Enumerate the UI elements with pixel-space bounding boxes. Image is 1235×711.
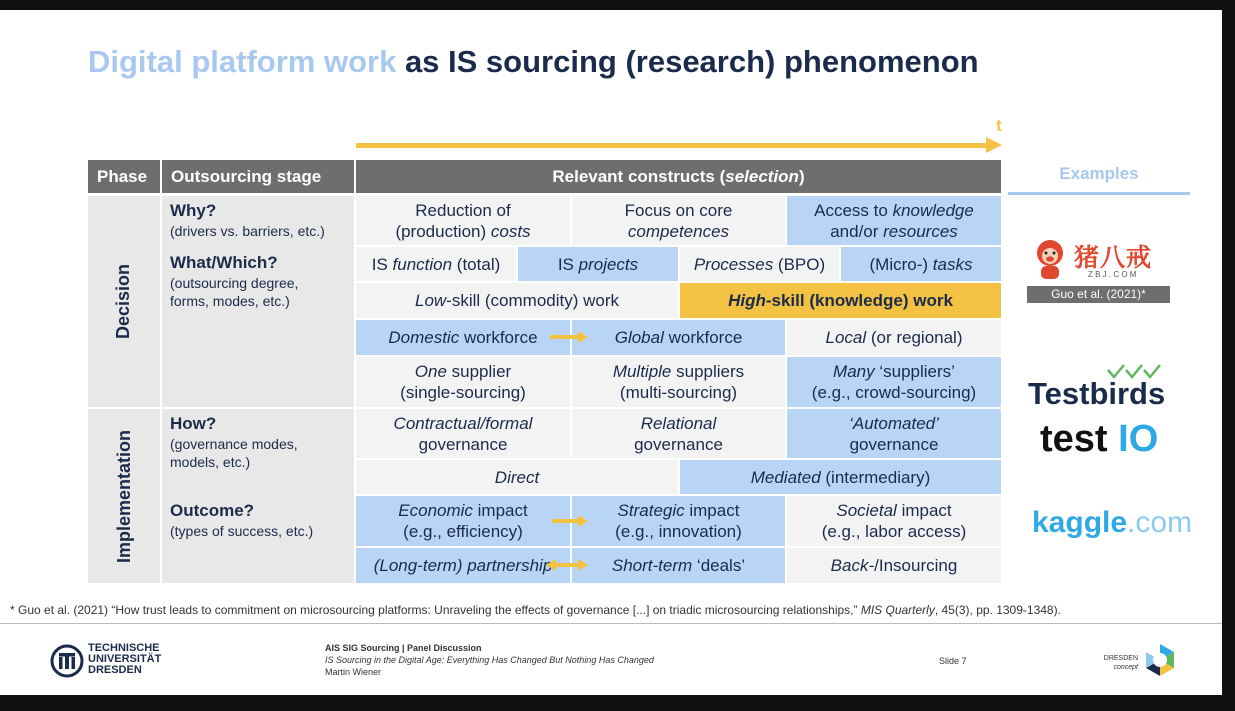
cell-many-suppliers: Many ‘suppliers’ (e.g., crowd-sourcing)	[787, 357, 1001, 407]
phase-implementation: Implementation	[88, 409, 160, 583]
stage-what: What/Which? (outsourcing degree, forms, modes, etc.)	[170, 253, 299, 309]
cell-domestic: Domestic workforce	[356, 320, 570, 355]
time-arrow-head	[986, 137, 1002, 153]
testbirds-logo: Testbirds	[1028, 376, 1166, 411]
cell-multiple-suppliers: Multiple suppliers (multi-sourcing)	[572, 357, 785, 407]
arrow-right-icon	[578, 559, 588, 571]
cell-strategic: Strategic impact (e.g., innovation)	[572, 496, 785, 546]
cell-short-term: Short-term ‘deals’	[572, 548, 785, 583]
time-arrow-line	[356, 143, 988, 148]
arrow-bidirectional	[556, 563, 578, 567]
cell-relational: Relational governance	[572, 409, 785, 458]
cell-high-skill: High-skill (knowledge) work	[680, 283, 1001, 318]
arrow-left-icon	[546, 559, 556, 571]
cell-competences: Focus on core competences	[572, 196, 785, 245]
stage-why: Why? (drivers vs. barriers, etc.)	[170, 201, 325, 239]
cell-knowledge: Access to knowledge and/or resources	[787, 196, 1001, 245]
slide-number: Slide 7	[939, 656, 967, 666]
cell-is-function: IS function (total)	[356, 247, 516, 281]
cell-local: Local (or regional)	[787, 320, 1001, 355]
header-stage: Outsourcing stage	[162, 160, 354, 193]
cell-is-projects: IS projects	[518, 247, 678, 281]
arrow-domestic-global	[550, 335, 578, 339]
header-phase: Phase	[88, 160, 160, 193]
footnote: * Guo et al. (2021) “How trust leads to commitment on microsourcing platforms: Unraveling the effects of governance [...] on triadic microsourcing relationships,” MIS Quarterly, 45(3), pp. 1309-1348).	[10, 603, 1061, 617]
slide-title: Digital platform work as IS sourcing (research) phenomenon	[88, 44, 979, 79]
cell-contractual: Contractual/formal governance	[356, 409, 570, 458]
cell-economic: Economic impact (e.g., efficiency)	[356, 496, 570, 546]
arrow-head-icon	[578, 331, 588, 343]
cell-societal: Societal impact (e.g., labor access)	[787, 496, 1001, 546]
cell-processes: Processes (BPO)	[680, 247, 839, 281]
footer-event-info: AIS SIG Sourcing | Panel Discussion IS Sourcing in the Digital Age: Everything Has Changed But Nothing Has Changed Martin Wiener	[325, 643, 654, 677]
cell-back-insourcing: Back-/Insourcing	[787, 548, 1001, 583]
arrow-economic-strategic	[552, 519, 578, 523]
cell-partnership: (Long-term) partnership	[356, 548, 570, 583]
stage-how: How? (governance modes, models, etc.)	[170, 414, 298, 470]
phase-decision: Decision	[88, 196, 160, 407]
slide	[0, 10, 1222, 695]
time-label: t	[996, 116, 1002, 135]
dresden-concept-logo-icon	[1142, 642, 1178, 678]
kaggle-logo: kaggle.com	[1032, 506, 1193, 539]
zbj-logo: 猪八戒 Z B J . C O M	[1030, 236, 1170, 284]
header-constructs: Relevant constructs ( selection )	[356, 160, 1001, 193]
cell-global: Global workforce	[572, 320, 785, 355]
cell-mediated: Mediated (intermediary)	[680, 460, 1001, 494]
cell-costs: Reduction of (production) costs	[356, 196, 570, 245]
dresden-concept-wordmark: DRESDEN concept	[1103, 655, 1138, 671]
cell-direct: Direct	[356, 460, 678, 494]
guo-citation-badge: Guo et al. (2021)*	[1027, 286, 1170, 303]
stage-outcome: Outcome? (types of success, etc.)	[170, 501, 314, 539]
cell-automated: ‘Automated’ governance	[787, 409, 1001, 458]
pig-mascot-icon	[1030, 236, 1070, 282]
cell-low-skill: Low-skill (commodity) work	[356, 283, 678, 318]
tu-dresden-wordmark: TECHNISCHE UNIVERSITÄT DRESDEN	[88, 642, 162, 676]
arrow-head-icon	[578, 515, 588, 527]
tu-dresden-logo-icon	[50, 644, 84, 678]
cell-micro-tasks: (Micro-) tasks	[841, 247, 1001, 281]
examples-underline	[1008, 192, 1190, 195]
testio-logo: test IO	[1040, 418, 1159, 460]
cell-one-supplier: One supplier (single-sourcing)	[356, 357, 570, 407]
footer-separator	[0, 623, 1222, 624]
examples-heading: Examples	[1059, 164, 1139, 183]
